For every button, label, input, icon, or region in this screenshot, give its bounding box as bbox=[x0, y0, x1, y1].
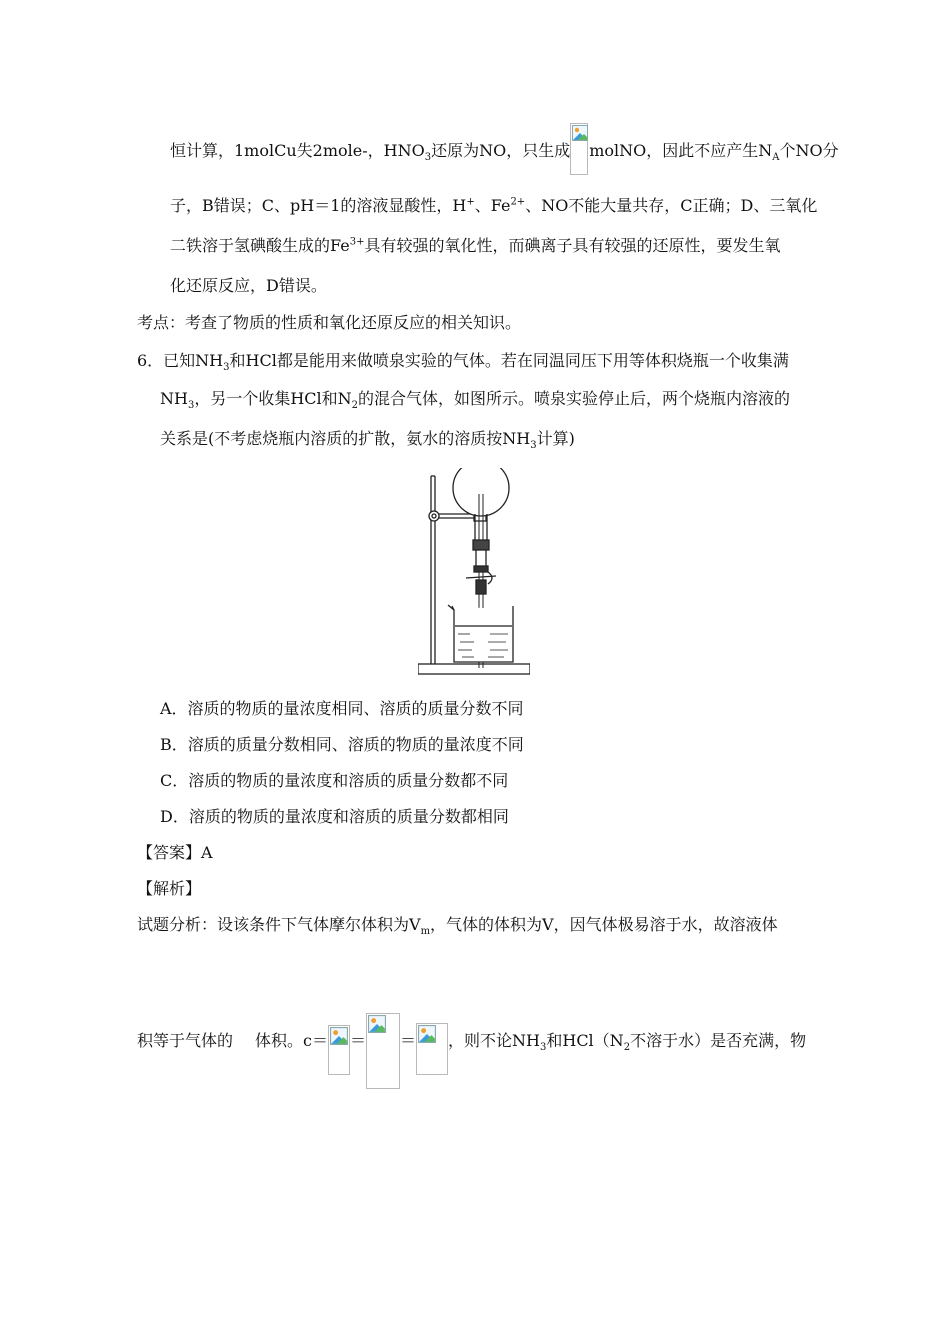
broken-image-icon bbox=[570, 123, 588, 175]
broken-image-icon bbox=[416, 1023, 448, 1075]
fountain-apparatus-figure bbox=[418, 468, 530, 682]
broken-image-icon bbox=[328, 1025, 350, 1075]
analysis-line2: 积等于气体的 体积。c＝ ＝ ＝ ，则不论$NH_3$和$HCl(N_2$不溶于水）是否充满，物 bbox=[137, 1031, 806, 1107]
option-b: B．溶质的质量分数相同、溶质的物质的量浓度不同 bbox=[160, 735, 524, 754]
option-d: D．溶质的物质的量浓度和溶质的质量分数都相同 bbox=[160, 807, 509, 826]
q6-line2: $NH_3$，另一个收集HCl和$N_2$的混合气体，如图所示。喷泉实验停止后，两个烧瓶内溶液的 bbox=[160, 389, 791, 412]
para1-line4: 化还原反应，D错误。 bbox=[170, 276, 327, 295]
q6-line1: 6．已知$NH_3$和HCl都是能用来做喷泉实验的气体。若在同温同压下用等体积烧瓶一个收集满 bbox=[137, 351, 789, 374]
analysis-line1: 试题分析：设该条件下气体摩尔体积为$V_m$，气体的体积为V，因气体极易溶于水，故溶液体 bbox=[137, 915, 778, 938]
analysis-title: 【解析】 bbox=[137, 879, 202, 898]
option-c: C．溶质的物质的量浓度和溶质的质量分数都不同 bbox=[160, 771, 509, 790]
broken-image-icon bbox=[366, 1013, 400, 1089]
answer-line: 【答案】A bbox=[137, 843, 213, 862]
para1-line2: 子，B错误；C、pH＝1的溶液显酸性，H+、$Fe^{2+}$、NO不能大量共存，C正确；D、三氧化 bbox=[170, 196, 818, 215]
para1-line3: 二铁溶于氢碘酸生成的$Fe^{3+}$具有较强的氧化性，而碘离子具有较强的还原性，要发生氧 bbox=[170, 236, 781, 255]
option-a: A．溶质的物质的量浓度相同、溶质的质量分数不同 bbox=[160, 699, 524, 718]
q6-line3: 关系是(不考虑烧瓶内溶质的扩散，氨水的溶质按$NH_3$计算) bbox=[160, 429, 575, 452]
para1-line1: 恒计算，1molCu失2mole-，$HNO_3$还原为NO，只生成 molNO，因此不应产生$N_A$个NO分 bbox=[170, 141, 839, 193]
kaodian-line: 考点：考查了物质的性质和氧化还原反应的相关知识。 bbox=[137, 313, 522, 332]
